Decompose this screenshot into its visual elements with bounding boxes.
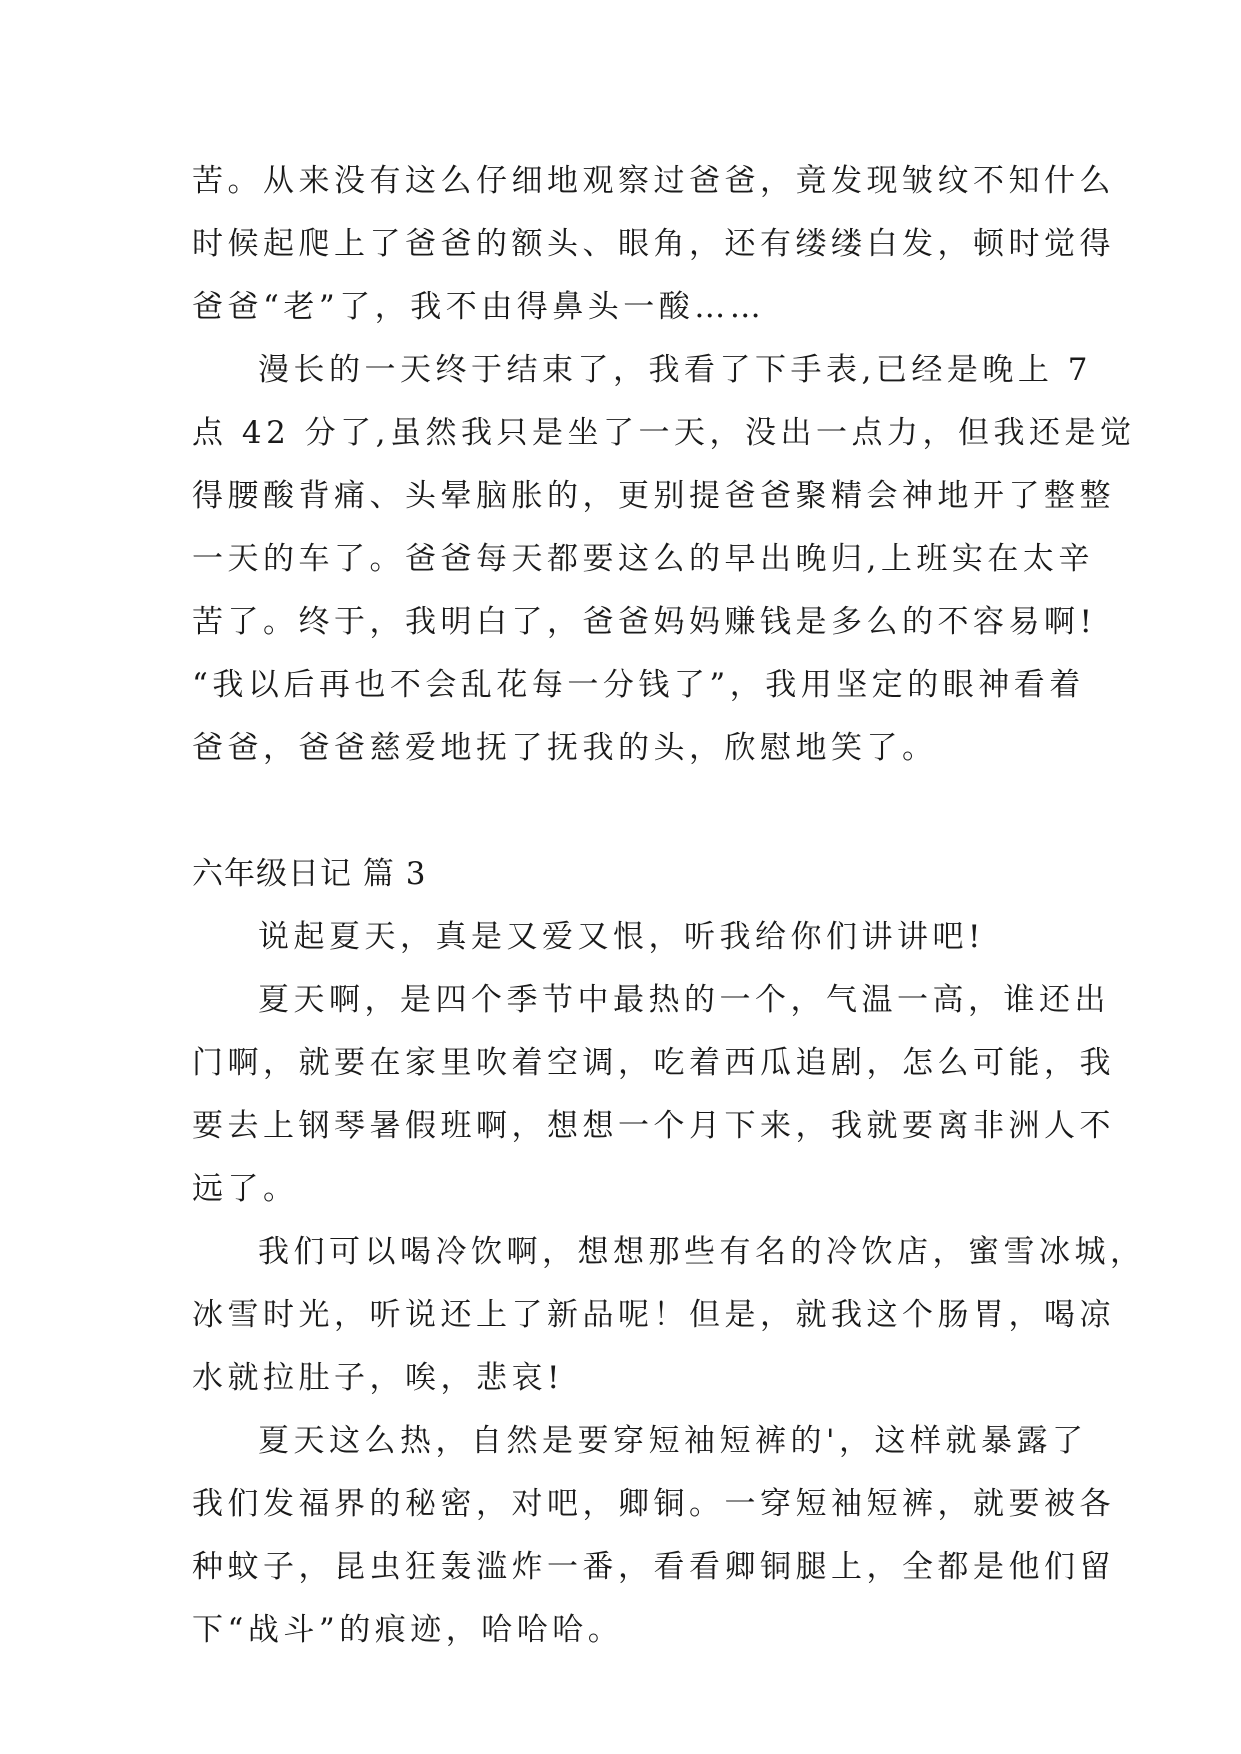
text-line: 夏天啊，是四个季节中最热的一个，气温一高，谁还出 bbox=[258, 982, 1110, 1018]
paragraph-day-end bbox=[192, 339, 1136, 780]
text-line: 种蚊子，昆虫狂轰滥炸一番，看看卿铜腿上，全都是他们留 bbox=[192, 1549, 1115, 1585]
text-line: 要去上钢琴暑假班啊，想想一个月下来，我就要离非洲人不 bbox=[192, 1108, 1115, 1144]
paragraph-short-sleeves bbox=[192, 1410, 1115, 1662]
text-line: 苦了。终于，我明白了，爸爸妈妈赚钱是多么的不容易啊! bbox=[192, 604, 1097, 640]
text-line: 我们发福界的秘密，对吧，卿铜。一穿短袖短裤，就要被各 bbox=[192, 1486, 1115, 1522]
text-line: 漫长的一天终于结束了，我看了下手表,已经是晚上 7 bbox=[258, 352, 1092, 388]
text-line: 我们可以喝冷饮啊，想想那些有名的冷饮店，蜜雪冰城， bbox=[258, 1234, 1146, 1270]
paragraph-intro bbox=[192, 906, 1056, 969]
text-line: 夏天这么热，自然是要穿短袖短裤的'，这样就暴露了 bbox=[258, 1423, 1088, 1459]
blank-spacer bbox=[192, 780, 1056, 843]
text-line: 苦。从来没有这么仔细地观察过爸爸，竟发现皱纹不知什么 bbox=[192, 163, 1115, 199]
text-line: 下“战斗”的痕迹，哈哈哈。 bbox=[192, 1612, 624, 1648]
text-line: “我以后再也不会乱花每一分钱了”，我用坚定的眼神看着 bbox=[192, 667, 1085, 703]
text-line: 爸爸“老”了，我不由得鼻头一酸…… bbox=[192, 289, 766, 325]
text-line: 说起夏天，真是又爱又恨，听我给你们讲讲吧! bbox=[258, 919, 985, 955]
text-line: 水就拉肚子，唉，悲哀! bbox=[192, 1360, 564, 1396]
paragraph-continuation bbox=[192, 150, 1115, 339]
section-heading: 六年级日记 篇 3 bbox=[192, 856, 427, 892]
text-line: 得腰酸背痛、头晕脑胀的，更别提爸爸聚精会神地开了整整 bbox=[192, 478, 1115, 514]
text-line: 远了。 bbox=[192, 1171, 299, 1207]
text-line: 冰雪时光，听说还上了新品呢！但是，就我这个肠胃，喝凉 bbox=[192, 1297, 1115, 1333]
paragraph-summer-heat bbox=[192, 969, 1115, 1221]
text-line: 一天的车了。爸爸每天都要这么的早出晚归,上班实在太辛 bbox=[192, 541, 1094, 577]
text-line: 门啊，就要在家里吹着空调，吃着西瓜追剧，怎么可能，我 bbox=[192, 1045, 1115, 1081]
text-line: 点 42 分了,虽然我只是坐了一天，没出一点力，但我还是觉 bbox=[192, 415, 1136, 451]
text-line: 时候起爬上了爸爸的额头、眼角，还有缕缕白发，顿时觉得 bbox=[192, 226, 1115, 262]
paragraph-cold-drinks bbox=[192, 1221, 1146, 1410]
text-line: 爸爸，爸爸慈爱地抚了抚我的头，欣慰地笑了。 bbox=[192, 730, 938, 766]
document-page bbox=[192, 150, 1146, 1662]
